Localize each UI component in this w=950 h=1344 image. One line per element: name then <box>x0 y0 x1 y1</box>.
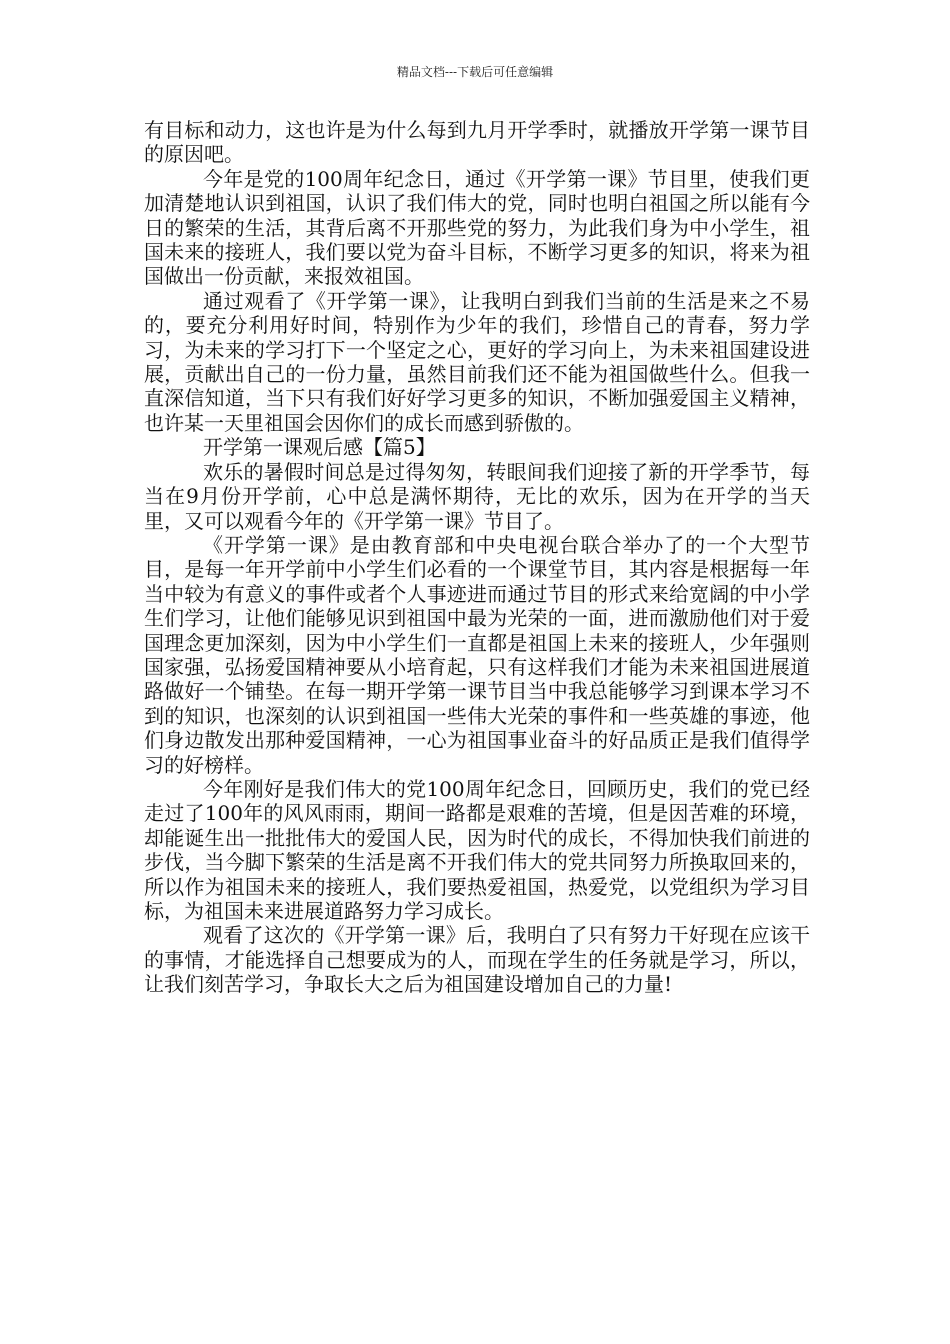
section-heading: 开学第一课观后感【篇5】 <box>203 435 436 460</box>
paragraph: 欢乐的暑假时间总是过得匆匆，转眼间我们迎接了新的开学季节，每当在9月份开学前，心中总是满怀期待，无比的欢乐，因为在开学的当天里，又可以观看今年的《开学第一课》节目了。 <box>144 459 810 533</box>
page-header: 精品文档---下载后可任意编辑 <box>396 65 554 79</box>
paragraph-continuation: 有目标和动力，这也许是为什么每到九月开学季时，就播放开学第一课节目的原因吧。 <box>144 118 810 167</box>
paragraph: 今年刚好是我们伟大的党100周年纪念日，回顾历史，我们的党已经走过了100年的风风雨雨，期间一路都是艰难的苦境，但是因苦难的环境，却能诞生出一批批伟大的爱国人民，因为时代的成长，不得加快我们前进的步伐，当今脚下繁荣的生活是离不开我们伟大的党共同努力所换取回来的，所以作为祖国未来的接班人，我们要热爱祖国，热爱党，以党组织为学习目标，为祖国未来进展道路努力学习成长。 <box>144 776 810 923</box>
document-body <box>144 118 810 997</box>
paragraph: 通过观看了《开学第一课》，让我明白到我们当前的生活是来之不易的，要充分利用好时间，特别作为少年的我们，珍惜自己的青春，努力学习，为未来的学习打下一个坚定之心，更好的学习向上，为未来祖国建设进展，贡献出自己的一份力量，虽然目前我们还不能为祖国做些什么。但我一直深信知道，当下只有我们好好学习更多的知识，不断加强爱国主义精神，也许某一天里祖国会因你们的成长而感到骄傲的。 <box>144 288 810 435</box>
paragraph: 观看了这次的《开学第一课》后，我明白了只有努力干好现在应该干的事情，才能选择自己想要成为的人，而现在学生的任务就是学习，所以，让我们刻苦学习，争取长大之后为祖国建设增加自己的力量! <box>144 923 810 997</box>
paragraph: 《开学第一课》是由教育部和中央电视台联合举办了的一个大型节目，是每一年开学前中小学生们必看的一个课堂节目，其内容是根据每一年当中较为有意义的事件或者个人事迹进而通过节目的形式来给宽阔的中小学生们学习，让他们能够见识到祖国中最为光荣的一面，进而激励他们对于爱国理念更加深刻，因为中小学生们一直都是祖国上未来的接班人，少年强则国家强，弘扬爱国精神要从小培育起，只有这样我们才能为未来祖国进展道路做好一个铺垫。在每一期开学第一课节目当中我总能够学习到课本学习不到的知识，也深刻的认识到祖国一些伟大光荣的事件和一些英雄的事迹，他们身边散发出那种爱国精神，一心为祖国事业奋斗的好品质正是我们值得学习的好榜样。 <box>144 532 810 777</box>
paragraph: 今年是党的100周年纪念日，通过《开学第一课》节目里，使我们更加清楚地认识到祖国，认识了我们伟大的党，同时也明白祖国之所以能有今日的繁荣的生活，其背后离不开那些党的努力，为此我们身为中小学生，祖国未来的接班人，我们要以党为奋斗目标，不断学习更多的知识，将来为祖国做出一份贡献，来报效祖国。 <box>144 166 810 289</box>
